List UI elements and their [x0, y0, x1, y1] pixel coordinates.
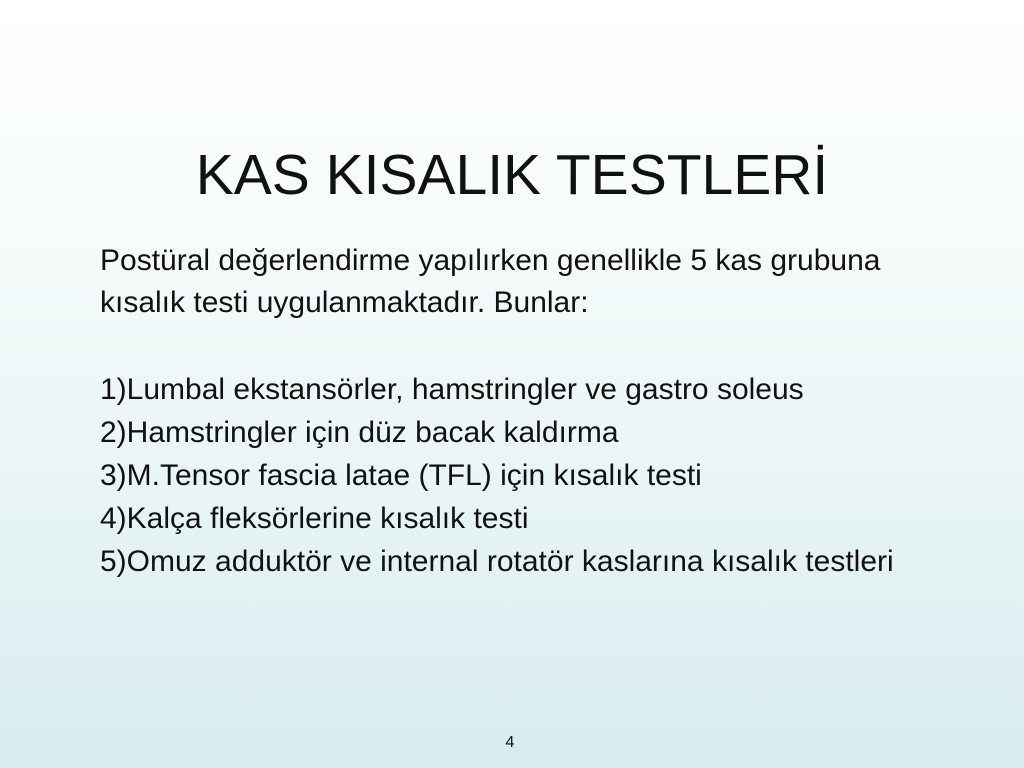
list-item: 1)Lumbal ekstansörler, hamstringler ve gastro soleus	[100, 373, 804, 406]
test-list	[100, 368, 900, 583]
list-item: 4)Kalça fleksörlerine kısalık testi	[100, 502, 529, 535]
list-item: 3)M.Tensor fascia latae (TFL) için kısalık testi	[100, 459, 702, 492]
slide-title: KAS KISALIK TESTLERİ	[195, 143, 829, 207]
page-number: 4	[505, 734, 515, 751]
list-item: 5)Omuz adduktör ve internal rotatör kaslarına kısalık testleri	[100, 545, 894, 578]
intro-paragraph: Postüral değerlendirme yapılırken genellikle 5 kas grubuna kısalık testi uygulanmaktadır. Bunlar:	[100, 244, 881, 319]
list-item: 2)Hamstringler için düz bacak kaldırma	[100, 416, 619, 449]
